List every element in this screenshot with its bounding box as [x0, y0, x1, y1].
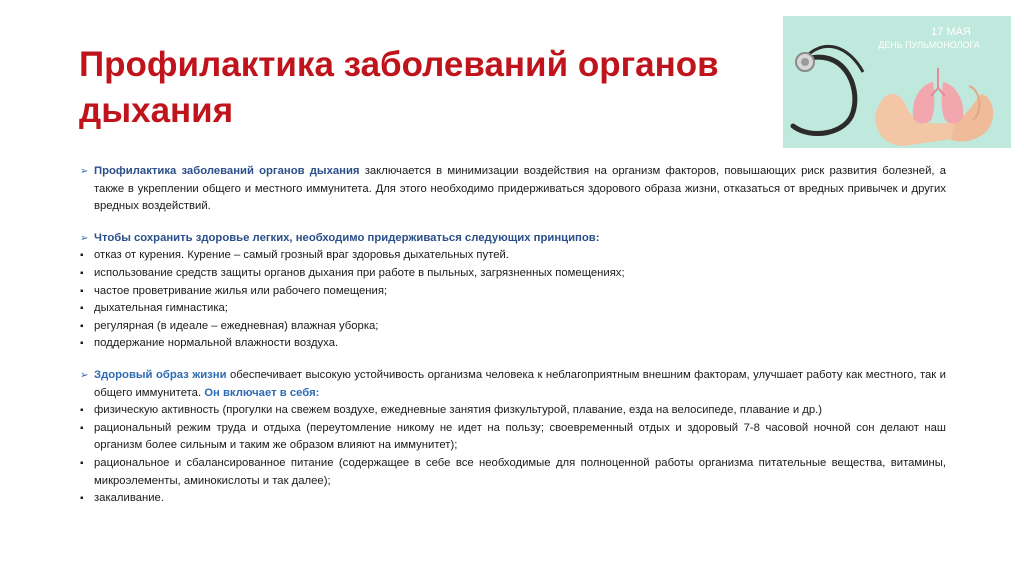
paragraph-lead: Чтобы сохранить здоровье легких, необходимо придерживаться следующих принципов:	[94, 231, 600, 244]
bullet-icon: ▪	[80, 493, 84, 505]
paragraph-prevention	[80, 163, 946, 216]
paragraph-lead-secondary: Он включает в себя:	[204, 386, 320, 399]
bullet-icon: ▪	[80, 250, 84, 262]
image-caption-date: 17 МАЯ	[931, 26, 971, 38]
arrow-marker-icon: ➢	[80, 232, 89, 244]
paragraph-lead: Профилактика заболеваний органов дыхания	[94, 165, 360, 177]
list-item: ▪ физическую активность (прогулки на свежем воздухе, ежедневные занятия физкультурой, плавание, езда на велосипеде, плавание и др.)	[80, 402, 946, 420]
bullet-icon: ▪	[80, 338, 84, 350]
arrow-marker-icon: ➢	[80, 369, 89, 381]
bullet-icon: ▪	[80, 405, 84, 417]
bullet-icon: ▪	[80, 303, 84, 315]
paragraph-healthy-lifestyle	[80, 367, 946, 402]
list-item: ▪ поддержание нормальной влажности воздуха.	[80, 335, 946, 353]
list-item: ▪ отказ от курения. Курение – самый грозный враг здоровья дыхательных путей.	[80, 247, 946, 265]
list-item: ▪ дыхательная гимнастика;	[80, 300, 946, 318]
page-title: Профилактика заболеваний органов дыхания	[79, 45, 719, 130]
paragraph-text: обеспечивает высокую устойчивость организма человека к неблагоприятным внешним факторам, улучшает работу как местного, так и общего иммунитета.	[94, 368, 946, 399]
bullet-icon: ▪	[80, 285, 84, 297]
bullet-icon: ▪	[80, 267, 84, 279]
list-item: ▪ рациональное и сбалансированное питание (содержащее в себе все необходимые для полноценной работы организма питательные вещества, витамины, микроэлементы, аминокислоты и так далее);	[80, 456, 946, 487]
pulmonologist-day-image	[783, 16, 1011, 148]
main-content	[80, 163, 946, 508]
bullet-icon: ▪	[80, 320, 84, 332]
image-caption-title: ДЕНЬ ПУЛЬМОНОЛОГА	[878, 40, 980, 50]
list-item: ▪ регулярная (в идеале – ежедневная) влажная уборка;	[80, 318, 946, 336]
paragraph-text: заключается в минимизации воздействия на организм факторов, повышающих риск развития болезней, а также в укреплении общего и местного иммунитета. Для этого необходимо придерживаться здорового образа жизни, отказаться от вредных привычек и других вредных воздействий.	[94, 165, 947, 213]
list-item: ▪ частое проветривание жилья или рабочего помещения;	[80, 283, 946, 301]
list-item: ▪ использование средств защиты органов дыхания при работе в пыльных, загрязненных помещениях;	[80, 265, 946, 283]
arrow-marker-icon: ➢	[80, 166, 89, 177]
list-item: ▪ закаливание.	[80, 490, 946, 508]
paragraph-lead: Здоровый образ жизни	[94, 368, 227, 381]
paragraph-principles	[80, 230, 946, 248]
bullet-icon: ▪	[80, 422, 84, 434]
bullet-icon: ▪	[80, 457, 84, 469]
list-item: ▪ рациональный режим труда и отдыха (переутомление никому не идет на пользу; своевременный отдых и здоровый 7-8 часовой ночной сон делают наш организм более сильным и таким же образом влияют на иммунитет);	[80, 421, 946, 452]
